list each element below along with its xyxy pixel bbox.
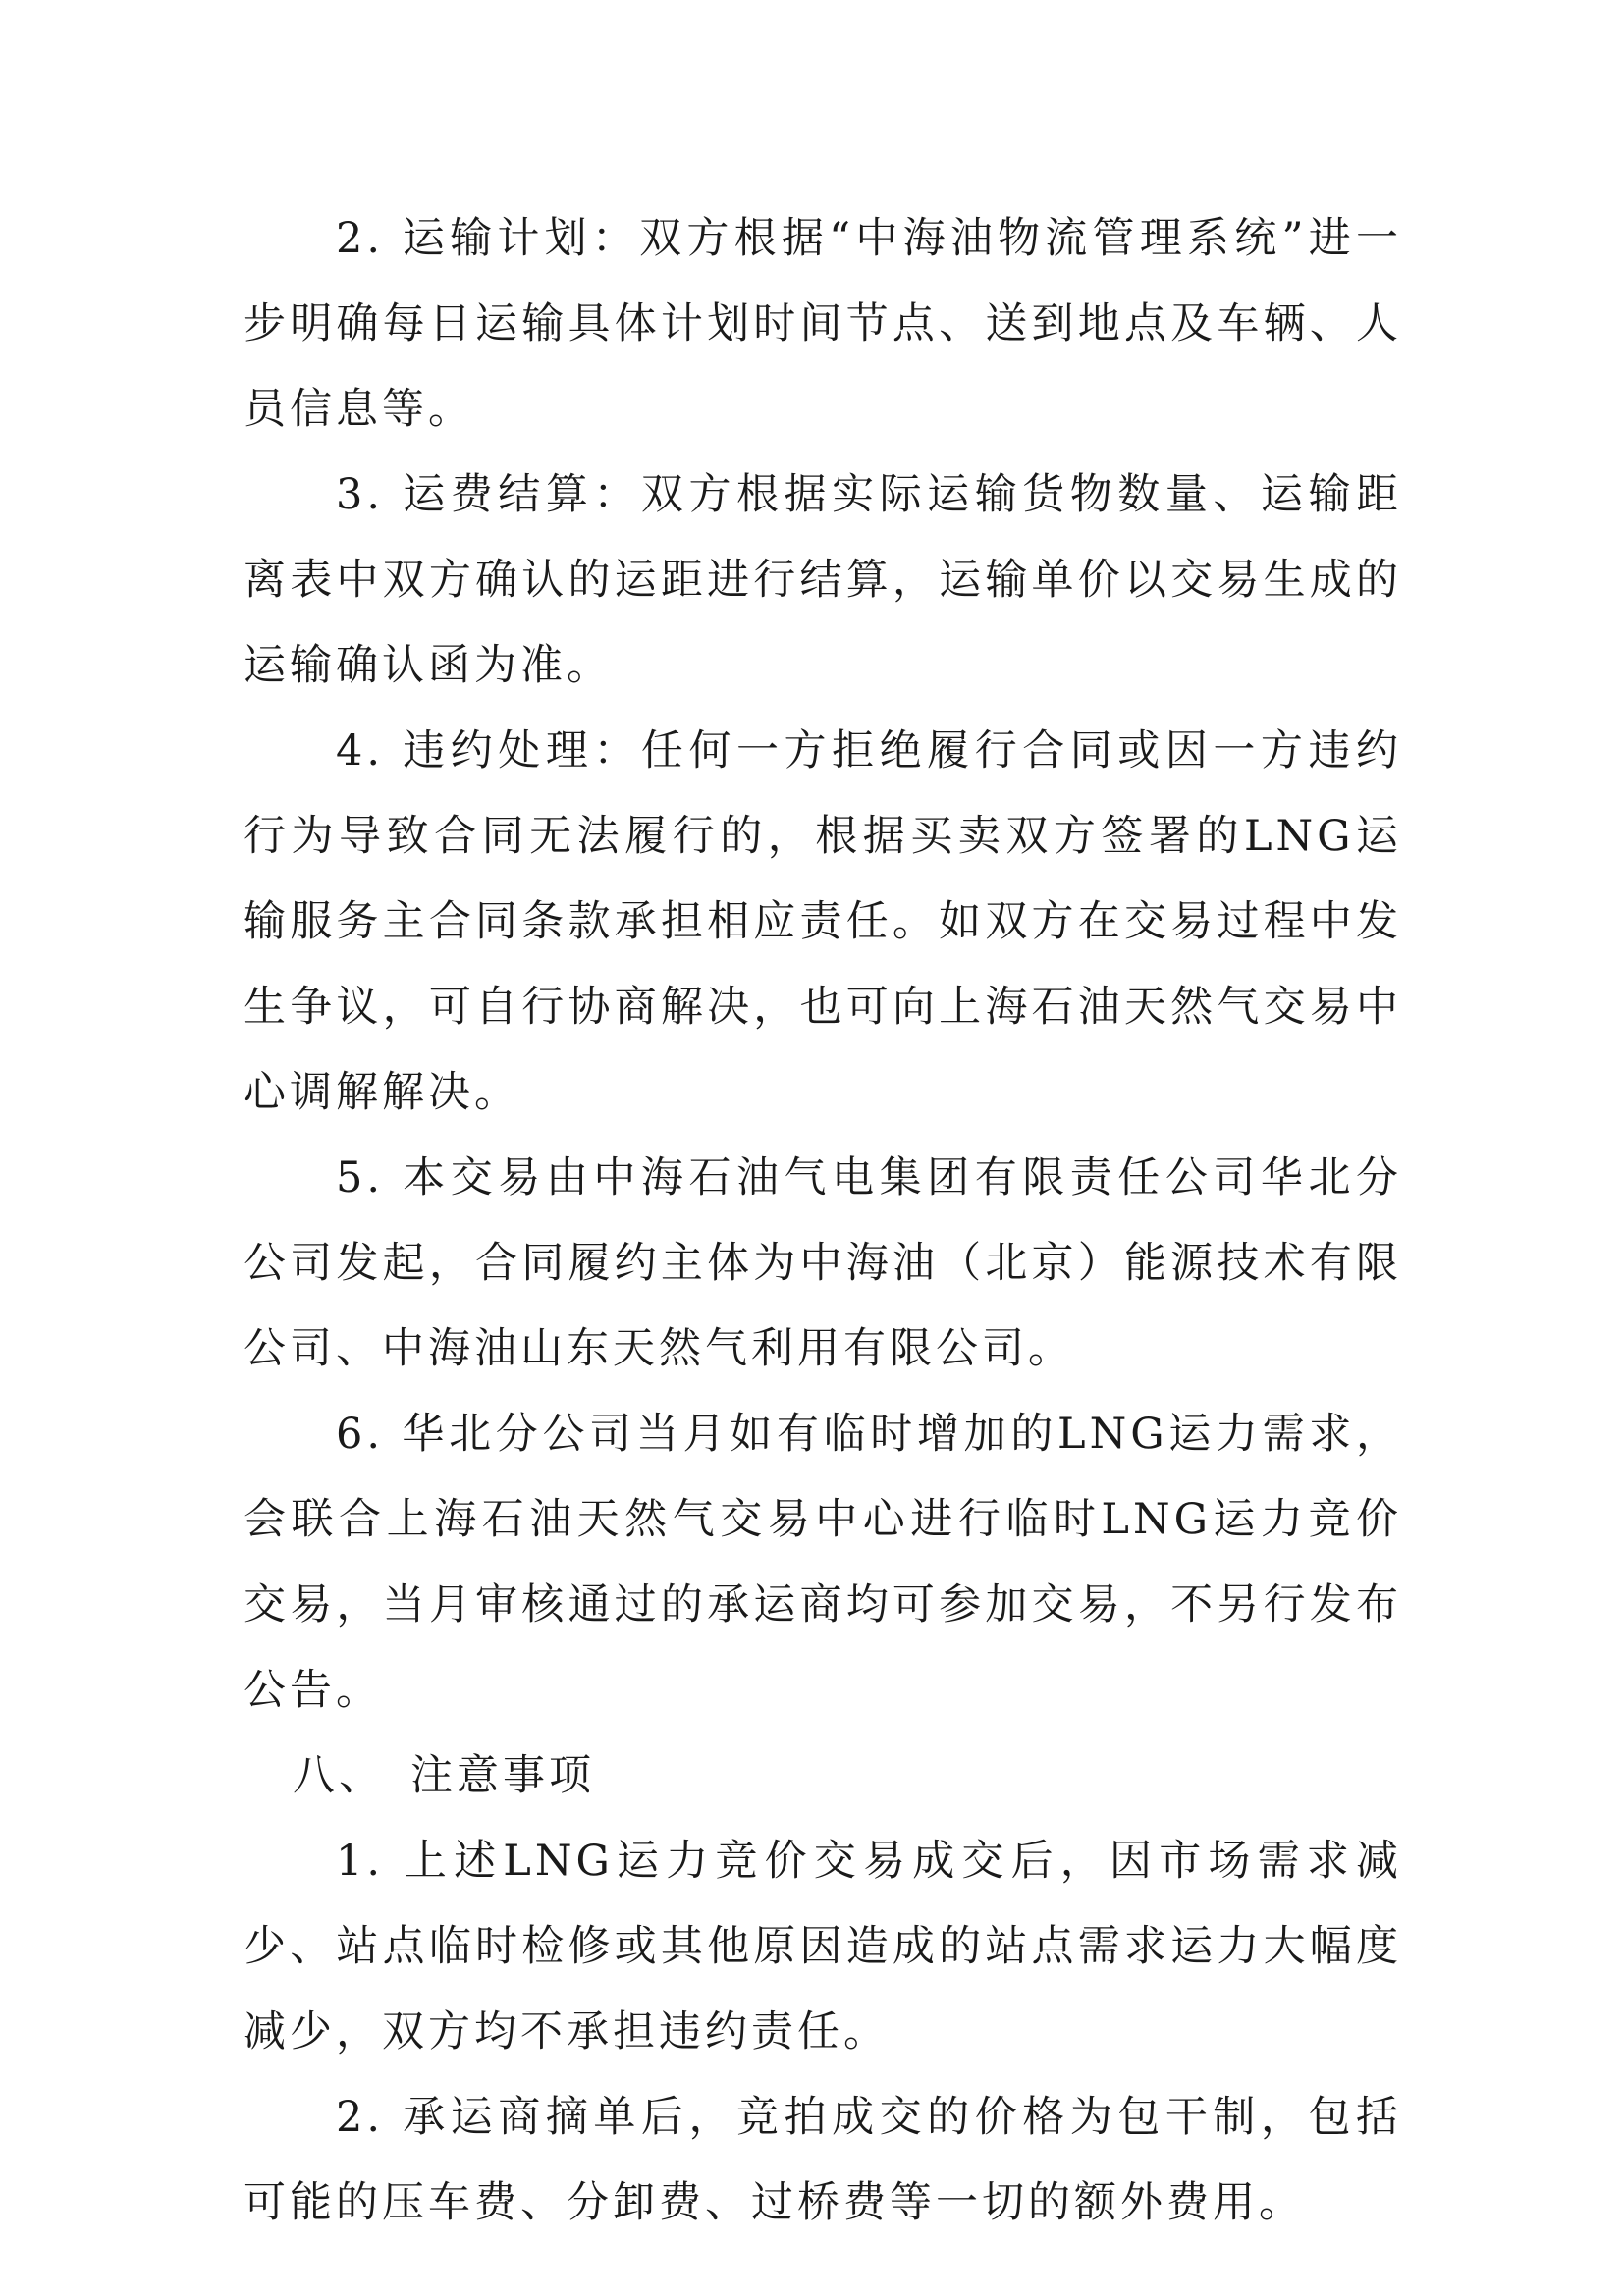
paragraph-breach-handling: 4. 违约处理：任何一方拒绝履行合同或因一方违约行为导致合同无法履行的，根据买卖双方签署的LNG运输服务主合同条款承担相应责任。如双方在交易过程中发生争议，可自行协商解决，也可向上海石油天然气交易中心调解解决。 <box>244 726 1402 1117</box>
section-title: 注意事项 <box>410 1751 595 1800</box>
section-heading <box>244 1734 1402 1819</box>
document-body <box>244 196 1402 2246</box>
paragraph-temporary-capacity: 6. 华北分公司当月如有临时增加的LNG运力需求，会联合上海石油天然气交易中心进行临时LNG运力竞价交易，当月审核通过的承运商均可参加交易，不另行发布公告。 <box>244 1410 1402 1715</box>
paragraph-freight-settlement: 3. 运费结算：双方根据实际运输货物数量、运输距离表中双方确认的运距进行结算，运输单价以交易生成的运输确认函为准。 <box>244 470 1402 690</box>
paragraph-lump-sum-price: 2. 承运商摘单后，竞拍成交的价格为包干制，包括可能的压车费、分卸费、过桥费等一切的额外费用。 <box>244 2093 1402 2227</box>
paragraph-no-breach-liability: 1. 上述LNG运力竞价交易成交后，因市场需求减少、站点临时检修或其他原因造成的站点需求运力大幅度减少，双方均不承担违约责任。 <box>244 1837 1402 2056</box>
section-number: 八、 <box>293 1751 385 1800</box>
paragraph-transport-plan: 2. 运输计划：双方根据“中海油物流管理系统”进一步明确每日运输具体计划时间节点、送到地点及车辆、人员信息等。 <box>244 214 1402 434</box>
paragraph-transaction-initiator: 5. 本交易由中海石油气电集团有限责任公司华北分公司发起，合同履约主体为中海油（北京）能源技术有限公司、中海油山东天然气利用有限公司。 <box>244 1153 1402 1373</box>
